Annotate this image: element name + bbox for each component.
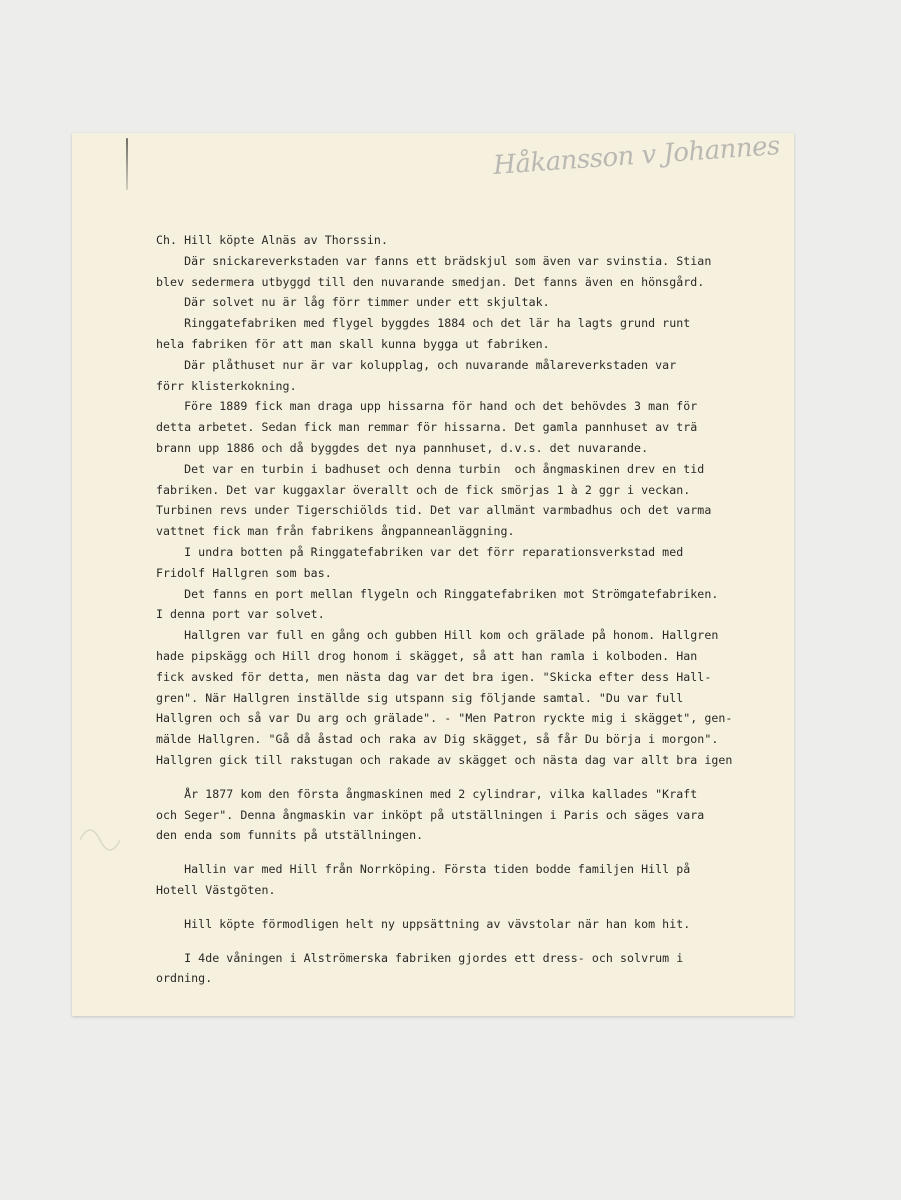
faint-pencil-mark — [70, 810, 130, 870]
text-line: Det var en turbin i badhuset och denna turbin och ångmaskinen drev en tid — [156, 461, 705, 476]
text-line: Ringgatefabriken med flygel byggdes 1884 och det lär ha lagts grund runt — [156, 316, 691, 331]
text-line: förr klisterkokning. — [156, 378, 297, 393]
text-line: gren". När Hallgren inställde sig utspann sig följande samtal. "Du var full — [156, 690, 684, 705]
text-line: Hallgren och så var Du arg och grälade". - "Men Patron ryckte mig i skägget", gen- — [156, 711, 733, 726]
text-line: ordning. — [156, 971, 213, 986]
text-line: Turbinen revs under Tigerschiölds tid. Det var allmänt varmbadhus och det varma — [156, 503, 712, 518]
text-line: mälde Hallgren. "Gå då åstad och raka av Dig skägget, så får Du börja i morgon". — [156, 732, 719, 747]
handwritten-note: Håkansson v Johannes — [492, 131, 781, 181]
text-line: Hallin var med Hill från Norrköping. Första tiden bodde familjen Hill på — [156, 862, 691, 877]
text-line: hela fabriken för att man skall kunna bygga ut fabriken. — [156, 336, 550, 351]
text-line: I 4de våningen i Alströmerska fabriken gjordes ett dress- och solvrum i — [156, 950, 684, 965]
text-line: Före 1889 fick man draga upp hissarna för hand och det behövdes 3 man för — [156, 399, 698, 414]
text-line: Fridolf Hallgren som bas. — [156, 565, 332, 580]
text-line: och Seger". Denna ångmaskin var inköpt på utställningen i Paris och säges vara — [156, 807, 705, 822]
text-line: Där solvet nu är låg förr timmer under ett skjultak. — [156, 295, 550, 310]
text-line: Det fanns en port mellan flygeln och Ringgatefabriken mot Strömgatefabriken. — [156, 586, 719, 601]
text-line: hade pipskägg och Hill drog honom i skägget, så att han ramla i kolboden. Han — [156, 648, 698, 663]
text-line: År 1877 kom den första ångmaskinen med 2 cylindrar, vilka kallades "Kraft — [156, 786, 698, 801]
text-line: Där snickareverkstaden var fanns ett brädskjul som även var svinstia. Stian — [156, 253, 712, 268]
text-line: Hallgren gick till rakstugan och rakade av skägget och nästa dag var allt bra igen — [156, 752, 733, 767]
paragraph-gap — [156, 771, 796, 784]
text-line: vattnet fick man från fabrikens ångpanneanläggning. — [156, 524, 515, 539]
text-line: Hallgren var full en gång och gubben Hill kom och grälade på honom. Hallgren — [156, 628, 719, 643]
text-line: Där plåthuset nur är var kolupplag, och nuvarande målareverkstaden var — [156, 357, 677, 372]
text-line: blev sedermera utbyggd till den nuvarande smedjan. Det fanns även en hönsgård. — [156, 274, 705, 289]
text-line: Hotell Västgöten. — [156, 882, 276, 897]
paragraph-gap — [156, 846, 796, 859]
text-line: I undra botten på Ringgatefabriken var det förr reparationsverkstad med — [156, 544, 684, 559]
text-line: I denna port var solvet. — [156, 607, 325, 622]
paper-crease — [126, 138, 128, 190]
typed-text-body — [156, 230, 796, 989]
text-line: fabriken. Det var kuggaxlar överallt och de fick smörjas 1 à 2 ggr i veckan. — [156, 482, 691, 497]
text-line: fick avsked för detta, men nästa dag var det bra igen. "Skicka efter dess Hall- — [156, 669, 712, 684]
text-line: Ch. Hill köpte Alnäs av Thorssin. — [156, 233, 388, 247]
text-line: Hill köpte förmodligen helt ny uppsättning av vävstolar när han kom hit. — [156, 916, 691, 931]
paragraph-gap — [156, 901, 796, 914]
paragraph-gap — [156, 935, 796, 948]
text-line: den enda som funnits på utställningen. — [156, 828, 424, 843]
text-line: detta arbetet. Sedan fick man remmar för hissarna. Det gamla pannhuset av trä — [156, 420, 698, 435]
text-line: brann upp 1886 och då byggdes det nya pannhuset, d.v.s. det nuvarande. — [156, 440, 649, 455]
